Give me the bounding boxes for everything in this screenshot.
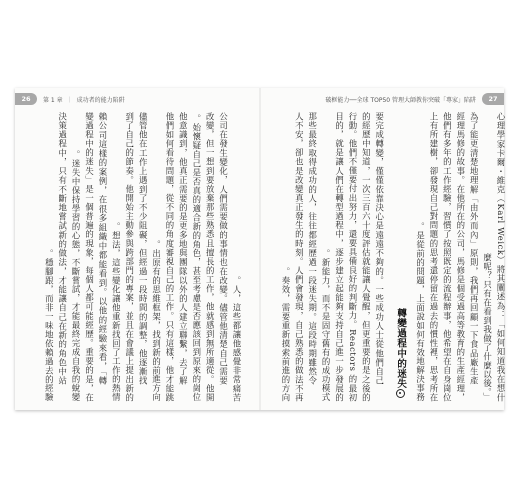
chapter-title: 成功者的能力陷阱 [76, 96, 125, 104]
right-page-header [261, 92, 504, 106]
chapter-label: 第 1 章 [43, 96, 63, 104]
right-page-body [280, 112, 507, 402]
right-page-number: 27 [482, 93, 504, 105]
left-page-header [15, 92, 259, 106]
book-spine [259, 88, 261, 410]
left-page-body [39, 112, 243, 402]
left-page-number: 26 [15, 93, 37, 105]
intro-paragraph-2: 為了能更清楚地理解「由外而內」原則，我們再回顧一下食品廠生產經理馬修的故事。在他所在的公司，馬修是個受過高等教育的生產經理，他們有多年的工作經驗，習慣了按照既定的流程辦事，他希望在自身崗位上有所建樹，卻發現自己對問題的思考還停留在過去的慣性裡，思考所在是從前的問題，上面說如何有效地解決事務。 [415, 112, 480, 402]
section-paragraph-1: 要完成轉變，僅僅依靠決心是遠遠不夠的。一些成功人士從他們自己的經歷中知道，一次三百六十度評估就能讓人覺醒，但更重要的是之後的行動。他們不僅要付出努力，還要具備良好的判斷力。Reactors 的最初目的，就是讓人們在轉型過程中，逐步建立起能夠支持自己進一步發展的新能力，而不是固守舊有的成功模式。 [321, 112, 385, 402]
book-title: 破框能力──全球 TOP50 管理大師教你突破「專家」陷阱 [325, 96, 476, 104]
header-separator: ｜ [66, 96, 73, 104]
section-heading [394, 112, 407, 402]
section-paragraph-2: 那些最終取得成功的人，往往都經歷過一段迷失期。這段時期雖然令人不安，卻也是改變真正發生的時刻。人們會發現，自己熟悉的做法不再奏效，需要重新摸索前進的方向。 [280, 112, 318, 402]
intro-paragraph-1: 心理學家卡爾・維克（Karl Weick）將其闡述為：「如何知道我在想什麼呢？只有在看到我做了什麼以後。」 [482, 112, 506, 402]
section-title: 轉變過程中的迷失 [395, 308, 407, 389]
left-paragraph-4: 儘管他在工作上遇到了不少阻礙，但經過一段時間的調整，他逐漸找到了自己的節奏。他開始主動參與跨部門的專案，並且在會議上提出新的想法，這些變化讓他重新找回了工作的熱情。 [111, 112, 149, 402]
left-paragraph-3: 他意識到，他真正需要的是更多地與團隊以外的人建立聯繫，去了解他們如何看待問題，從不同的角度審視自己的工作。只有這樣，他才能跳出原有的思維框架，找到新的前進方向。 [151, 112, 189, 402]
left-paragraph-5: 賴公司這樣的案例，在很多組織中都能看到。以他的經驗來看，「轉變過程中的迷失」是一個普遍的現象，每個人都可能經歷。重要的是，在迷失中保持學習的心態，不斷嘗試，才能最終完成自我的蛻變。 [71, 112, 108, 402]
left-paragraph-2: 公司在發生變化，人們需要做的事情也在改變。儘管他清楚自己需要改變，但一想到要放棄那些熟悉且擅長的工作，他就感到無所適從。他開始懷疑自己是否真的適合新的角色，甚至考慮是否應該回到原來的崗位。 [191, 112, 229, 402]
left-paragraph-1: 人，這些都讓他感覺非常痛苦。 [232, 276, 242, 402]
left-paragraph-6: 決策過程中，只有不斷地嘗試新的做法，才能讓自己在新的角色中站穩腳跟，而非一味地依賴過去的經驗。 [44, 112, 68, 402]
bullet-circle-icon [396, 389, 405, 398]
book-spread [15, 88, 504, 410]
